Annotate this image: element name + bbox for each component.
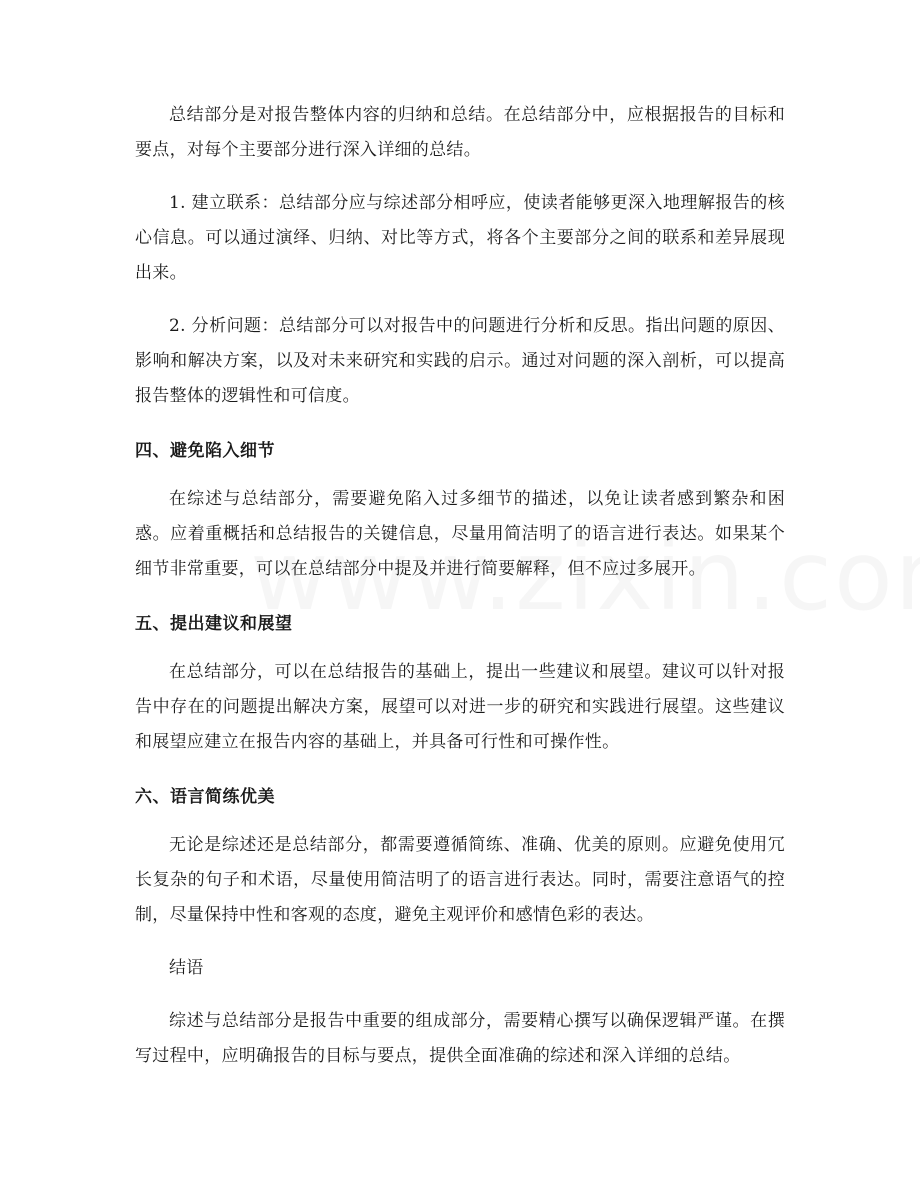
paragraph-conclusion: 综述与总结部分是报告中重要的组成部分，需要精心撰写以确保逻辑严谨。在撰写过程中，应明确报告的目标与要点，提供全面准确的综述和深入详细的总结。 [135, 1011, 785, 1066]
paragraph-build-connection: 1. 建立联系：总结部分应与综述部分相呼应，使读者能够更深入地理解报告的核心信息。可以通过演绎、归纳、对比等方式，将各个主要部分之间的联系和差异展现出来。 [135, 193, 785, 283]
paragraph-avoid-details: 在综述与总结部分，需要避免陷入过多细节的描述，以免让读者感到繁杂和困惑。应着重概括和总结报告的关键信息，尽量用简洁明了的语言进行表达。如果某个细节非常重要，可以在总结部分中提及并进行简要解释，但不应过多展开。 [135, 489, 785, 579]
document-body [135, 98, 785, 1074]
heading-suggestions-outlook: 五、提出建议和展望 [135, 614, 293, 634]
paragraph-concise-language: 无论是综述还是总结部分，都需要遵循简练、准确、优美的原则。应避免使用冗长复杂的句子和术语，尽量使用简洁明了的语言进行表达。同时，需要注意语气的控制，尽量保持中性和客观的态度，避免主观评价和感情色彩的表达。 [135, 835, 785, 925]
heading-avoid-details: 四、避免陷入细节 [135, 441, 275, 461]
paragraph-analyze-problems: 2. 分析问题：总结部分可以对报告中的问题进行分析和反思。指出问题的原因、影响和解决方案，以及对未来研究和实践的启示。通过对问题的深入剖析，可以提高报告整体的逻辑性和可信度。 [135, 316, 785, 406]
paragraph-summary-intro: 总结部分是对报告整体内容的归纳和总结。在总结部分中，应根据报告的目标和要点，对每个主要部分进行深入详细的总结。 [135, 105, 785, 160]
heading-concise-language: 六、语言简练优美 [135, 787, 275, 807]
paragraph-suggestions-outlook: 在总结部分，可以在总结报告的基础上，提出一些建议和展望。建议可以针对报告中存在的问题提出解决方案，展望可以对进一步的研究和实践进行展望。这些建议和展望应建立在报告内容的基础上，并具备可行性和可操作性。 [135, 662, 785, 752]
paragraph-conclusion-title: 结语 [169, 958, 204, 978]
